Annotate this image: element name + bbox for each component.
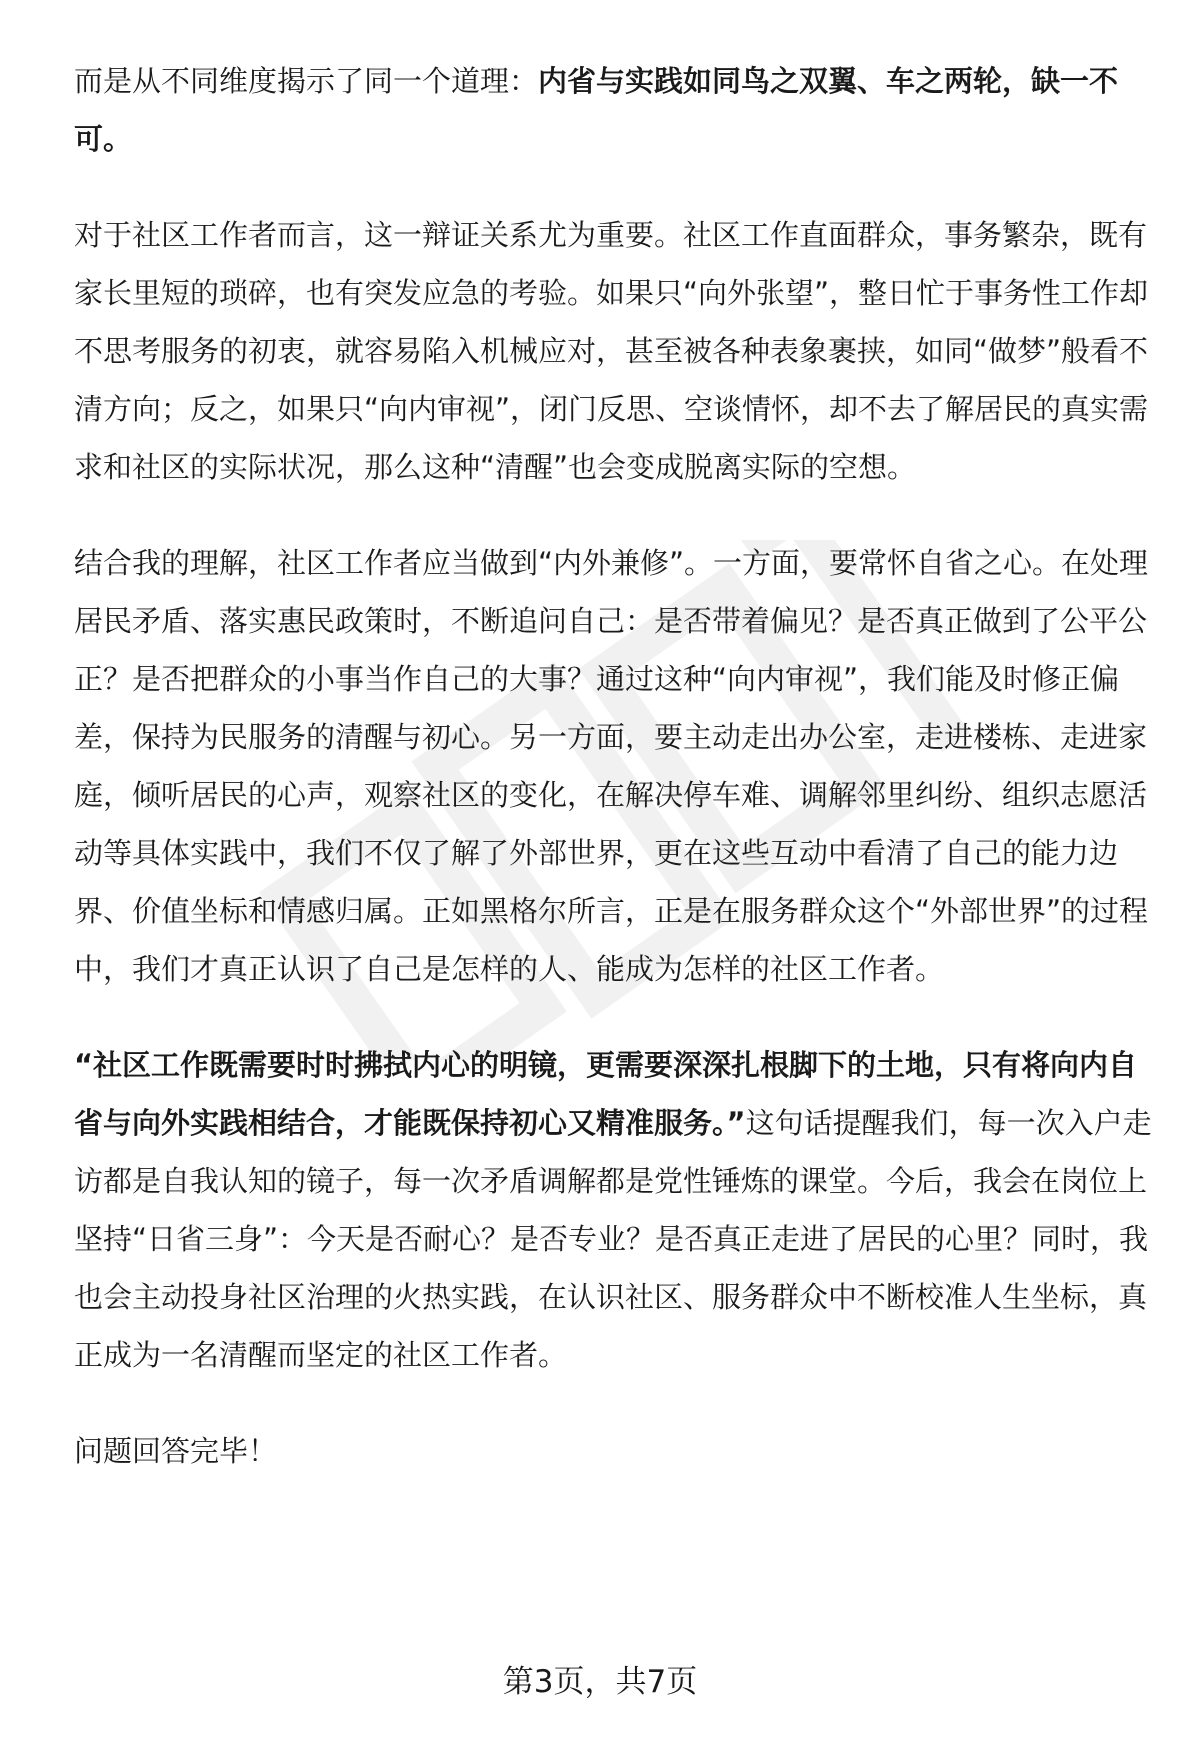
- paragraph-4-text: 这句话提醒我们，每一次入户走访都是自我认知的镜子，每一次矛盾调解都是党性锤炼的课堂。今后，我会在岗位上坚持“日省三身”：今天是否耐心？是否专业？是否真正走进了居民的心里？同时，我也会主动投身社区治理的火热实践，在认识社区、服务群众中不断校准人生坐标，真正成为一名清醒而坚定的社区工作者。: [74, 1106, 1152, 1372]
- paragraph-1: [74, 52, 1154, 168]
- paragraph-3-text: 结合我的理解，社区工作者应当做到“内外兼修”。一方面，要常怀自省之心。在处理居民矛盾、落实惠民政策时，不断追问自己：是否带着偏见？是否真正做到了公平公正？是否把群众的小事当作自己的大事？通过这种“向内审视”，我们能及时修正偏差，保持为民服务的清醒与初心。另一方面，要主动走出办公室，走进楼栋、走进家庭，倾听居民的心声，观察社区的变化，在解决停车难、调解邻里纠纷、组织志愿活动等具体实践中，我们不仅了解了外部世界，更在这些互动中看清了自己的能力边界、价值坐标和情感归属。正如黑格尔所言，正是在服务群众这个“外部世界”的过程中，我们才真正认识了自己是怎样的人、能成为怎样的社区工作者。: [74, 546, 1149, 986]
- closing-text: 问题回答完毕！: [74, 1434, 278, 1468]
- page-number-footer: 第3页，共7页: [502, 1664, 698, 1700]
- paragraph-4-bold-quote: “社区工作既需要时时拂拭内心的明镜，更需要深深扎根脚下的土地，只有将向内自省与向外实践相结合，才能既保持初心又精准服务。”: [74, 1048, 1138, 1140]
- paragraph-2: [74, 206, 1154, 496]
- document-body: [74, 52, 1154, 1518]
- paragraph-1-text: 而是从不同维度揭示了同一个道理：: [74, 64, 539, 98]
- paragraph-3: [74, 534, 1154, 998]
- paragraph-4: [74, 1036, 1154, 1384]
- paragraph-5: [74, 1422, 1154, 1480]
- paragraph-1-bold: 内省与实践如同鸟之双翼、车之两轮，缺一不可。: [74, 64, 1119, 156]
- paragraph-2-text: 对于社区工作者而言，这一辩证关系尤为重要。社区工作直面群众，事务繁杂，既有家长里短的琐碎，也有突发应急的考验。如果只“向外张望”，整日忙于事务性工作却不思考服务的初衷，就容易陷入机械应对，甚至被各种表象裹挟，如同“做梦”般看不清方向；反之，如果只“向内审视”，闭门反思、空谈情怀，却不去了解居民的真实需求和社区的实际状况，那么这种“清醒”也会变成脱离实际的空想。: [74, 218, 1149, 484]
